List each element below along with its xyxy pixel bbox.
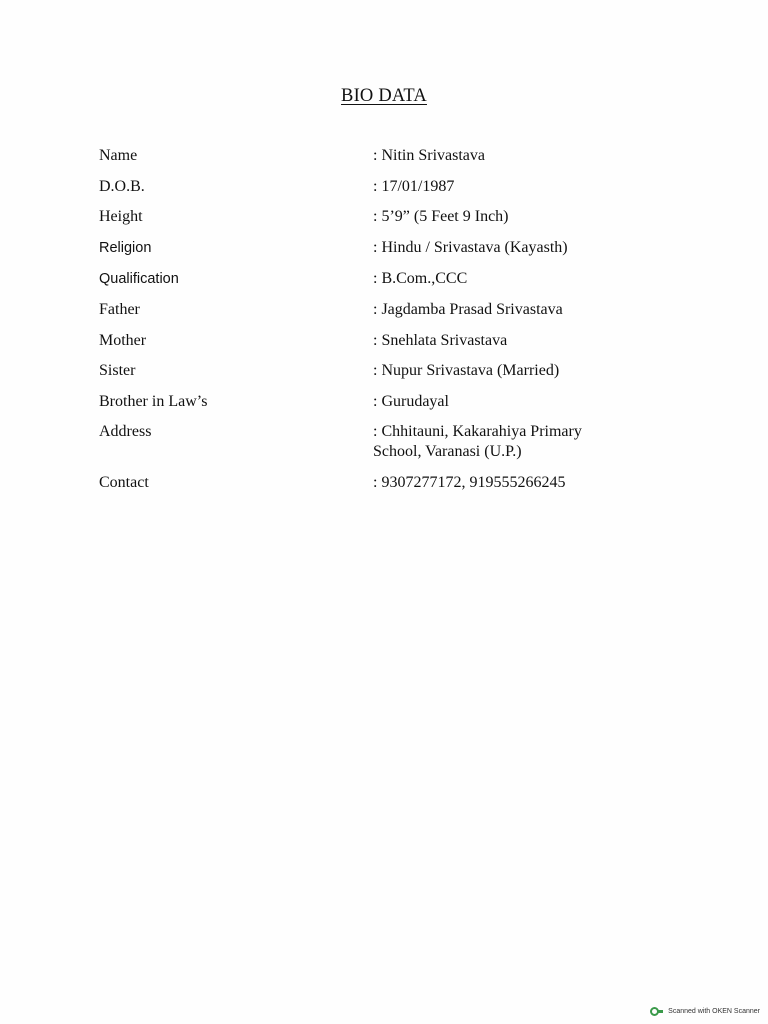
scanner-watermark-text: Scanned with OKEN Scanner xyxy=(668,1008,760,1015)
field-label: Mother xyxy=(99,332,147,349)
oken-scanner-logo-icon xyxy=(650,1007,664,1016)
field-label: D.O.B. xyxy=(99,178,145,195)
field-value: : Snehlata Srivastava xyxy=(373,332,508,349)
field-value: : Gurudayal xyxy=(373,393,449,410)
field-label: Qualification xyxy=(99,271,179,287)
scanner-watermark xyxy=(650,1007,760,1016)
field-label: Address xyxy=(99,423,152,440)
field-label: Religion xyxy=(99,240,152,256)
field-label: Contact xyxy=(99,474,149,491)
field-value: : Nitin Srivastava xyxy=(373,147,485,164)
field-label: Height xyxy=(99,208,143,225)
field-label: Name xyxy=(99,147,138,164)
field-label: Brother in Law’s xyxy=(99,393,208,410)
document-title: BIO DATA xyxy=(341,86,427,106)
field-value: : B.Com.,CCC xyxy=(373,270,468,287)
field-value: : Hindu / Srivastava (Kayasth) xyxy=(373,239,568,256)
field-value: : 9307277172, 919555266245 xyxy=(373,474,566,491)
field-value: : Nupur Srivastava (Married) xyxy=(373,362,560,379)
field-label: Father xyxy=(99,301,140,318)
field-value: : Jagdamba Prasad Srivastava xyxy=(373,301,563,318)
field-value: : 5’9” (5 Feet 9 Inch) xyxy=(373,208,509,225)
field-label: Sister xyxy=(99,362,136,379)
field-value: : Chhitauni, Kakarahiya Primary School, Varanasi (U.P.) xyxy=(373,423,582,460)
field-value: : 17/01/1987 xyxy=(373,178,455,195)
